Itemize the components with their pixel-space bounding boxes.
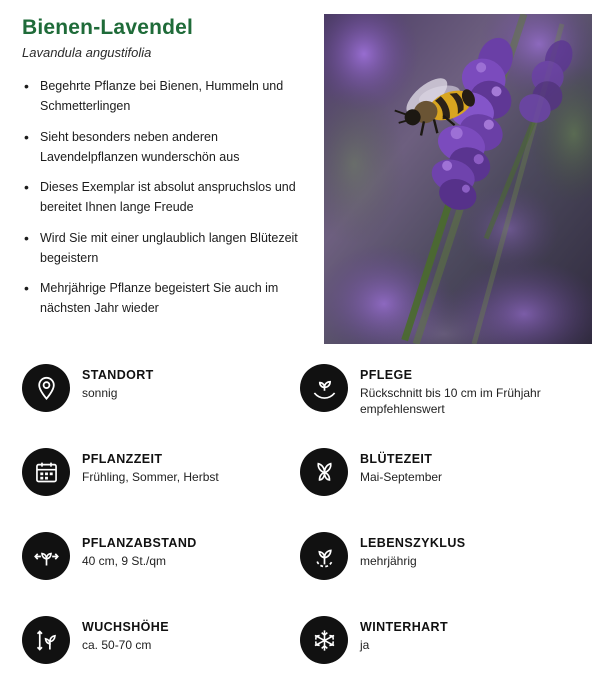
list-item: • Sieht besonders neben anderen Lavendelpflanzen wunderschön aus (22, 127, 310, 168)
attribute-value: Frühling, Sommer, Herbst (82, 470, 219, 484)
flower-bloom-icon (300, 448, 348, 496)
list-item: • Begehrte Pflanze bei Bienen, Hummeln und Schmetterlingen (22, 76, 310, 117)
attribute-text (82, 530, 197, 569)
attribute-label: PFLANZABSTAND (82, 536, 197, 550)
botanical-name: Lavandula angustifolia (22, 45, 152, 61)
growth-height-icon (22, 616, 70, 664)
life-cycle-leaf-icon (300, 532, 348, 580)
attribute-value: Rückschnitt bis 10 cm im Frühjahr empfehlenswert (360, 386, 541, 417)
attribute-label: PFLANZZEIT (82, 452, 163, 466)
attribute-text (360, 446, 442, 485)
attribute-label: PFLEGE (360, 368, 413, 382)
attribute-text (82, 614, 169, 653)
attribute-text (82, 446, 219, 485)
attribute-label: BLÜTEZEIT (360, 452, 433, 466)
attribute-value: sonnig (82, 386, 118, 400)
card-top-section (22, 14, 582, 344)
attribute-label: STANDORT (82, 368, 154, 382)
attribute-bluetezeit (300, 446, 578, 530)
plant-spacing-icon (22, 532, 70, 580)
attribute-text (360, 530, 466, 569)
attribute-label: WINTERHART (360, 620, 449, 634)
location-pin-icon (22, 364, 70, 412)
attribute-value: 40 cm, 9 St./qm (82, 554, 167, 568)
hand-plant-icon (300, 364, 348, 412)
attribute-text (82, 362, 154, 401)
attribute-pflege (300, 362, 578, 446)
list-item: • Mehrjährige Pflanze begeistert Sie auch im nächsten Jahr wieder (22, 278, 310, 319)
attribute-wuchshoehe (22, 614, 300, 698)
plant-description-column (22, 14, 310, 329)
attribute-label: LEBENSZYKLUS (360, 536, 466, 550)
attribute-pflanzabstand (22, 530, 300, 614)
attribute-standort (22, 362, 300, 446)
attribute-value: Mai-September (360, 470, 443, 484)
calendar-icon (22, 448, 70, 496)
attribute-grid (22, 362, 578, 698)
list-item: • Wird Sie mit einer unglaublich langen Blütezeit begeistern (22, 228, 310, 269)
attribute-value: ja (360, 638, 370, 652)
attribute-lebenszyklus (300, 530, 578, 614)
attribute-pflanzzeit (22, 446, 300, 530)
snowflake-icon (300, 616, 348, 664)
attribute-label: WUCHSHÖHE (82, 620, 169, 634)
attribute-text (360, 362, 570, 417)
feature-list (22, 76, 310, 319)
plant-photo (324, 14, 592, 344)
page-title: Bienen-Lavendel (22, 16, 194, 39)
attribute-winterhart (300, 614, 578, 698)
list-item: • Dieses Exemplar ist absolut anspruchslos und bereitet Ihnen lange Freude (22, 177, 310, 218)
attribute-value: mehrjährig (360, 554, 417, 568)
attribute-value: ca. 50-70 cm (82, 638, 152, 652)
attribute-text (360, 614, 448, 653)
